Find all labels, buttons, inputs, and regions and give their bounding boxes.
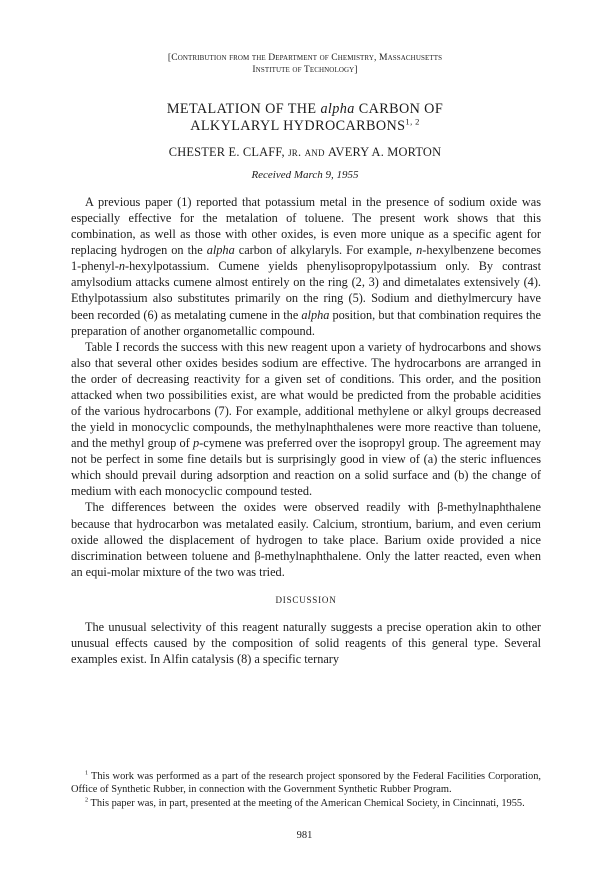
received-date: Received March 9, 1955	[251, 169, 359, 181]
author-1: CHESTER E. CLAFF,	[168, 145, 289, 159]
title-line-2-text: ALKYLARYL HYDROCARBONS	[190, 118, 406, 134]
p2-text-b: -cymene was preferred over the isopropyl group. The agreement may not be perfect in some fine details but is surprisingly good in view of (a) the steric influences which should prevail during adsorption and reaction on a solid surface and (b) the change of medium with each monocyclic compound tested.	[71, 436, 542, 499]
page-number: 981	[296, 830, 313, 841]
title-line-1	[60, 101, 550, 118]
p1-text-b: carbon of alkylaryls. For example,	[234, 243, 417, 258]
p1-text-c: -hexylbenzene becomes 1-phenyl-	[71, 243, 541, 274]
author-1-suffix: jr.	[288, 145, 302, 159]
p2-text-a: Table I records the success with this new reagent upon a variety of hydrocarbons and shows also that several other oxides besides sodium are effective. The hydrocarbons are arranged in the order of decreasing reactivity for a given set of conditions. This order, and the position attacked when two possibilities exist, are what would be predicted from the probable acidities of the various hydrocarbons (7). For example, additional methylene or alkyl groups decreased the yield in monocyclic compounds, the methylnaphthalenes were more reactive than toluene, and the methyl group of	[71, 339, 541, 451]
footnote-2-text: This paper was, in part, presented at the meeting of the American Chemical Society, in Cincinnati, 1955.	[88, 797, 525, 809]
title-line-1-pre: METALATION OF THE	[166, 101, 321, 117]
article-body	[71, 194, 541, 667]
footnote-1	[71, 770, 541, 797]
title-line-1-post: CARBON OF	[354, 101, 444, 117]
footnote-2-mark: 2	[85, 796, 89, 804]
footnote-2	[71, 797, 541, 810]
paragraph-4: The unusual selectivity of this reagent naturally suggests a precise operation akin to other unusual effects caused by the composition of solid reagents of this general type. Several examples exist. In Alfin catalysis (8) a specific ternary	[71, 619, 541, 667]
discussion-heading: DISCUSSION	[275, 594, 337, 605]
p1-alpha-1: alpha	[206, 243, 235, 258]
title-line-2	[60, 118, 550, 135]
author-connector: and	[301, 145, 328, 159]
p2-p: p	[192, 436, 200, 451]
p1-alpha-2: alpha	[301, 307, 330, 322]
paragraph-1	[71, 194, 541, 339]
p1-text-d: -hexylpotassium. Cumene yields phenylisopropylpotassium only. By contrast amylsodium attacks cumene almost entirely on the ring (2, 3) and dimetalates extensively (4). Ethylpotassium also substitutes primarily on the ring (5). Sodium and diethylmercury have been recorded (6) as metalating cumene in the	[71, 259, 541, 322]
article-title	[60, 101, 550, 135]
p1-text-e: position, but that combination requires the preparation of another organometallic compound.	[71, 307, 542, 338]
p1-text-a: A previous paper (1) reported that potassium metal in the presence of sodium oxide was especially effective for the metalation of toluene. The present work shows that this combination, as well as those with other oxides, is even more unique as a specific agent for replacing hydrogen on the	[71, 195, 541, 258]
title-footnote-marks: 1, 2	[405, 116, 420, 127]
contribution-line-2: Institute of Technology]	[252, 64, 358, 75]
footnote-1-mark: 1	[85, 769, 89, 777]
contribution-note	[60, 52, 550, 76]
paragraph-2	[71, 339, 541, 500]
footnote-1-text: This work was performed as a part of the research project sponsored by the Federal Facilities Corporation, Office of Synthetic Rubber, in connection with the Government Synthetic Rubber Program.	[71, 771, 541, 796]
author-2: AVERY A. MORTON	[328, 145, 442, 159]
contribution-line-1: [Contribution from the Department of Chemistry, Massachusetts	[167, 52, 443, 63]
p1-n-2: n	[118, 259, 125, 274]
author-line	[60, 145, 550, 160]
footnotes	[71, 770, 541, 810]
title-alpha: alpha	[320, 101, 355, 117]
paragraph-3: The differences between the oxides were observed readily with β-methylnaphthalene because that hydrocarbon was metalated easily. Calcium, strontium, barium, and even cerium oxide allowed the displacement of hydrogen to take place. Barium oxide provided a nice discrimination between toluene and β-methylnaphthalene. Only the latter reacted, even when an equi-molar mixture of the two was tried.	[71, 500, 541, 579]
p1-n-1: n	[416, 243, 423, 258]
